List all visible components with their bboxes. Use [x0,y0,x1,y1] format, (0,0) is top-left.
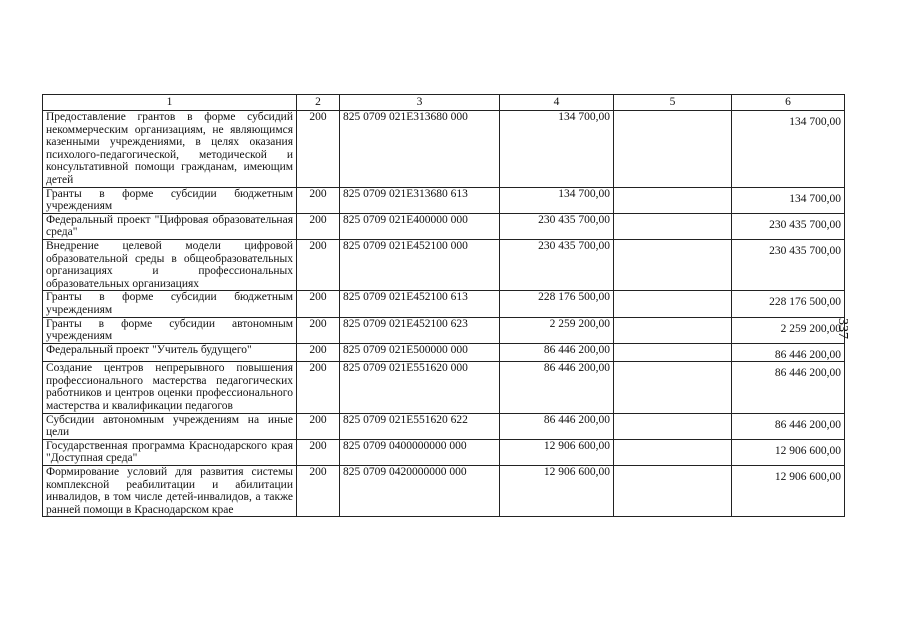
row-amount-cell: 134 700,00 [500,111,614,188]
row-total-value: 86 446 200,00 [774,418,841,431]
row-total-cell [732,187,845,213]
row-col5-cell [614,213,732,239]
row-amount-cell: 228 176 500,00 [500,291,614,317]
row-code-cell: 825 0709 021E500000 000 [340,343,500,362]
row-col2-cell: 200 [297,213,340,239]
row-name-cell: Субсидии автономным учреждениям на иные цели [43,413,297,439]
row-total-cell [732,413,845,439]
row-name-cell: Формирование условий для развития системы комплексной реабилитации и абилитации инвалидов, в том числе детей-инвалидов, а также ранней помощи в Краснодарском крае [43,466,297,517]
row-name-cell: Государственная программа Краснодарского края "Доступная среда" [43,439,297,465]
row-total-value: 86 446 200,00 [774,348,841,361]
row-col5-cell [614,439,732,465]
row-name-cell: Гранты в форме субсидии бюджетным учреждениям [43,187,297,213]
table-row [43,343,845,362]
table-row [43,291,845,317]
row-col2-cell: 200 [297,343,340,362]
row-name-cell: Гранты в форме субсидии автономным учреждениям [43,317,297,343]
row-col2-cell: 200 [297,187,340,213]
row-amount-cell: 134 700,00 [500,187,614,213]
table-row [43,362,845,413]
row-total-value: 134 700,00 [789,192,841,205]
row-code-cell: 825 0709 021E551620 000 [340,362,500,413]
row-col2-cell: 200 [297,439,340,465]
row-col2-cell: 200 [297,466,340,517]
header-cell: 5 [614,95,732,111]
row-total-cell [732,343,845,362]
row-total-cell [732,239,845,290]
row-col2-cell: 200 [297,111,340,188]
row-col5-cell [614,111,732,188]
header-cell: 3 [340,95,500,111]
row-name-cell: Предоставление грантов в форме субсидий некоммерческим организациям, не являющимся казенными учреждениями, в целях оказания психолого-педагогической, методической и консультативной помощи гражданам, имеющим детей [43,111,297,188]
header-cell: 1 [43,95,297,111]
row-code-cell: 825 0709 021E400000 000 [340,213,500,239]
row-total-cell [732,111,845,188]
row-name-cell: Федеральный проект "Цифровая образовательная среда" [43,213,297,239]
row-col2-cell: 200 [297,239,340,290]
table-row [43,213,845,239]
row-total-value: 230 435 700,00 [769,218,841,231]
header-cell: 2 [297,95,340,111]
row-amount-cell: 12 906 600,00 [500,439,614,465]
row-name-cell: Федеральный проект "Учитель будущего" [43,343,297,362]
row-total-cell [732,213,845,239]
row-col2-cell: 200 [297,362,340,413]
row-total-value: 228 176 500,00 [769,296,841,309]
row-amount-cell: 86 446 200,00 [500,362,614,413]
row-col5-cell [614,362,732,413]
row-name-cell: Гранты в форме субсидии бюджетным учреждениям [43,291,297,317]
row-col5-cell [614,317,732,343]
table-row [43,239,845,290]
row-code-cell: 825 0709 0420000000 000 [340,466,500,517]
row-total-cell [732,317,845,343]
row-total-cell [732,362,845,413]
row-col5-cell [614,187,732,213]
row-code-cell: 825 0709 021E313680 000 [340,111,500,188]
row-code-cell: 825 0709 021E551620 622 [340,413,500,439]
row-total-value: 86 446 200,00 [774,367,841,380]
row-code-cell: 825 0709 021E313680 613 [340,187,500,213]
row-total-value: 230 435 700,00 [769,244,841,257]
row-col2-cell: 200 [297,291,340,317]
row-amount-cell: 2 259 200,00 [500,317,614,343]
header-row [43,95,845,111]
row-total-value: 12 906 600,00 [774,471,841,484]
row-amount-cell: 230 435 700,00 [500,239,614,290]
row-col2-cell: 200 [297,413,340,439]
row-amount-cell: 86 446 200,00 [500,413,614,439]
row-code-cell: 825 0709 0400000000 000 [340,439,500,465]
header-cell: 6 [732,95,845,111]
header-cell: 4 [500,95,614,111]
row-col2-cell: 200 [297,317,340,343]
row-total-cell [732,439,845,465]
row-col5-cell [614,413,732,439]
row-col5-cell [614,291,732,317]
row-total-value: 12 906 600,00 [774,444,841,457]
row-col5-cell [614,466,732,517]
row-name-cell: Создание центров непрерывного повышения профессионального мастерства педагогических работников и центров оценки профессионального мастерства и квалификации педагогов [43,362,297,413]
table-row [43,317,845,343]
table-row [43,466,845,517]
row-code-cell: 825 0709 021E452100 623 [340,317,500,343]
row-col5-cell [614,239,732,290]
row-col5-cell [614,343,732,362]
page-number: 337 [835,318,850,339]
row-total-cell [732,291,845,317]
row-amount-cell: 12 906 600,00 [500,466,614,517]
table-row [43,413,845,439]
row-total-cell [732,466,845,517]
row-total-value: 2 259 200,00 [780,322,841,335]
table-row [43,187,845,213]
table-row [43,111,845,188]
row-amount-cell: 86 446 200,00 [500,343,614,362]
row-code-cell: 825 0709 021E452100 613 [340,291,500,317]
row-total-value: 134 700,00 [789,116,841,128]
row-name-cell: Внедрение целевой модели цифровой образовательной среды в общеобразовательных организациях и профессиональных образовательных организациях [43,239,297,290]
row-amount-cell: 230 435 700,00 [500,213,614,239]
table-row [43,439,845,465]
budget-table [42,94,845,517]
row-code-cell: 825 0709 021E452100 000 [340,239,500,290]
